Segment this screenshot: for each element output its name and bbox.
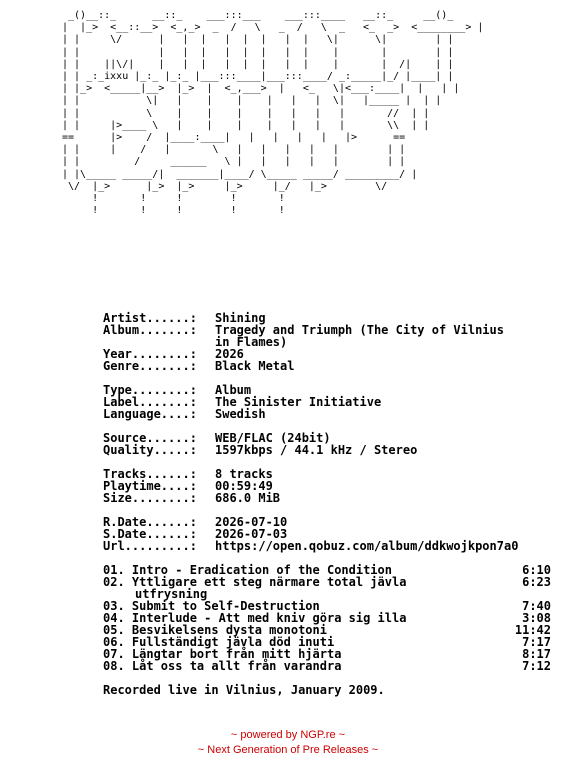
ascii-art-logo: _()__::_ __::_ ___:::___ ___:::____ __::_ __()_ | |_> <__::__> <_,_> _ / \ _ / \ _ <_ _> <________> | | | \/ | | | | | | | | \| \| | | | | | | | | | | | | | | | | | | ||\/| | | | | | | | | | | /| | | | | _:_ixxu |_:_ |_:_ |___:::____|___:::____/ _:_____|_/ |____| | | |_> <_____|__> |_> | <_,___> | <_ \|<___:____| | | | | | \| | | | | | | \| |_____ | | | | | \ | | | | | | | // | | | | |>____ \ | | | | | | | \\ | | == |> / |____:____| | | | | |> == | | | / | \ | | | | | | | | | / ______ \ | | | | | | | | |\_____ _____/| _______|____/ \_____ _____/ _________/ | \/ |_> |_> |_> |_> |_/ |_> \/ ! ! ! ! ! ! ! ! ! ! (62, 10, 484, 217)
info-value: 8 tracks (215, 467, 273, 481)
track-title: utfrysning (135, 587, 208, 601)
info-value: 1597kbps / 44.1 kHz / Stereo (215, 443, 418, 457)
info-value: 686.0 MiB (215, 491, 281, 505)
footer-tagline: ~ Next Generation of Pre Releases ~ (197, 744, 379, 756)
track-title: 04. Interlude - Att med kniv göra sig illa (103, 611, 407, 625)
track-title: 01. Intro - Eradication of the Condition (103, 563, 392, 577)
info-key: Tracks......: (103, 467, 197, 481)
info-value: in Flames) (215, 335, 288, 349)
info-key: Size........: (103, 491, 197, 505)
track-title: 07. Längtar bort från mitt hjärta (103, 647, 342, 661)
footer-powered-by: ~ powered by NGP.re ~ (230, 729, 346, 741)
info-value: The Sinister Initiative (215, 395, 382, 409)
track-row (103, 660, 551, 672)
info-key: Label.......: (103, 395, 197, 409)
footer (0, 728, 576, 758)
info-value: WEB/FLAC (24bit) (215, 431, 331, 445)
track-title: 06. Fullständigt jävla död inuti (103, 635, 335, 649)
info-value: Shining (215, 311, 266, 325)
track-duration: 8:17 (522, 647, 551, 661)
info-key: Url.........: (103, 539, 197, 553)
track-duration: 11:42 (514, 623, 551, 637)
info-value: 2026 (215, 347, 244, 361)
info-key: Playtime....: (103, 479, 197, 493)
release-notes: Recorded live in Vilnius, January 2009. (103, 683, 385, 697)
info-value: 2026-07-10 (215, 515, 288, 529)
info-row-url (103, 540, 563, 552)
track-duration: 6:10 (522, 563, 551, 577)
info-key: Genre.......: (103, 359, 197, 373)
track-title: 02. Yttligare ett steg närmare total jävla (103, 575, 407, 589)
info-row-language (103, 408, 563, 420)
info-value: Black Metal (215, 359, 295, 373)
info-row-size (103, 492, 563, 504)
release-info (103, 312, 563, 696)
track-duration: 7:12 (522, 659, 551, 673)
info-value: Album (215, 383, 252, 397)
info-key: Album.......: (103, 323, 197, 337)
track-title: 05. Besvikelsens dysta monotoni (103, 623, 327, 637)
info-key: Type........: (103, 383, 197, 397)
info-url[interactable]: https://open.qobuz.com/album/ddkwojkpon7a0 (215, 539, 519, 553)
info-value: 2026-07-03 (215, 527, 288, 541)
info-key: Source......: (103, 431, 197, 445)
info-key: S.Date......: (103, 527, 197, 541)
info-value: 00:59:49 (215, 479, 273, 493)
info-key: Quality.....: (103, 443, 197, 457)
info-value: Tragedy and Triumph (The City of Vilnius (215, 323, 504, 337)
info-value: Swedish (215, 407, 266, 421)
info-key: R.Date......: (103, 515, 197, 529)
track-title: 03. Submit to Self-Destruction (103, 599, 320, 613)
track-duration: 3:08 (522, 611, 551, 625)
track-duration: 7:17 (522, 635, 551, 649)
track-title: 08. Låt oss ta allt från varandra (103, 659, 342, 673)
info-key: Artist......: (103, 311, 197, 325)
info-key: Language....: (103, 407, 197, 421)
info-row-album (103, 324, 563, 336)
info-key: Year........: (103, 347, 197, 361)
track-duration: 7:40 (522, 599, 551, 613)
track-duration: 6:23 (522, 575, 551, 589)
info-row-quality (103, 444, 563, 456)
info-row-genre (103, 360, 563, 372)
